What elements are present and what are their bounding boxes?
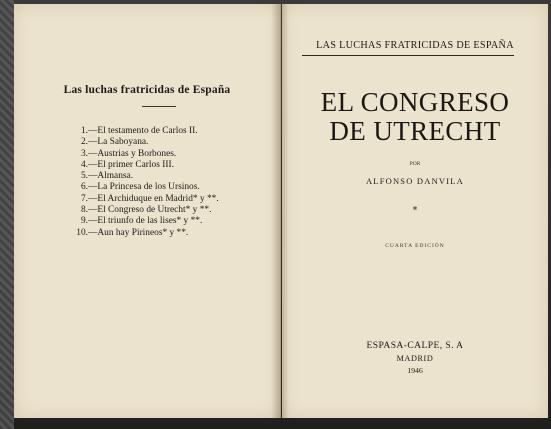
list-item — [74, 149, 284, 160]
item-number: 5. — [80, 171, 88, 182]
item-text: —El testamento de Carlos II. — [88, 126, 198, 136]
list-item — [74, 171, 284, 182]
book-title-line1: EL CONGRESO — [320, 87, 510, 117]
item-number: 8. — [80, 205, 88, 216]
item-text: —El Archiduque en Madrid* y **. — [88, 193, 219, 204]
book-title-line2: DE UTRECHT — [329, 116, 501, 146]
por-label: POR — [409, 161, 421, 167]
list-item — [74, 160, 284, 171]
right-page — [282, 4, 548, 418]
publisher-city: MADRID — [396, 354, 434, 363]
author-name: ALFONSO DANVILA — [365, 176, 465, 186]
edition-label: CUARTA EDICIÓN — [385, 243, 445, 249]
title-rule — [142, 106, 176, 107]
list-item — [74, 182, 284, 193]
item-text: —Aun hay Pirineos* y **. — [88, 227, 189, 238]
list-item — [74, 137, 284, 148]
item-text: —La Princesa de los Ursinos. — [88, 182, 200, 193]
list-item — [74, 126, 284, 137]
item-text: —La Saboyana. — [88, 137, 149, 148]
item-number: 9. — [80, 216, 88, 227]
header-rule — [302, 55, 514, 56]
list-item — [74, 194, 284, 205]
cover-cloth-edge — [0, 0, 14, 429]
item-text: —El triunfo de las lises* y **. — [88, 216, 203, 227]
list-item — [74, 205, 284, 216]
item-number: 7. — [80, 193, 88, 204]
item-number: 2. — [80, 137, 88, 148]
item-text: —Almansa. — [88, 171, 134, 182]
item-number: 6. — [80, 182, 88, 193]
item-text: —El primer Carlos III. — [88, 159, 174, 170]
item-number: 1. — [80, 126, 88, 136]
item-number: 4. — [80, 159, 88, 170]
item-number: 3. — [80, 148, 88, 159]
left-page — [14, 4, 281, 418]
item-text: —El Congreso de Utrecht* y **. — [88, 205, 212, 216]
publisher-name: ESPASA-CALPE, S. A — [366, 340, 464, 351]
titles-list — [74, 126, 284, 239]
list-item — [74, 228, 284, 239]
asterisk-ornament: * — [412, 206, 418, 216]
list-item — [74, 216, 284, 227]
book-title — [282, 88, 548, 146]
item-text: —Austrias y Borbones. — [88, 148, 177, 159]
item-number: 10. — [76, 227, 88, 238]
series-title: Las luchas fratricidas de España — [63, 84, 231, 96]
publication-year: 1946 — [407, 366, 423, 375]
series-header: LAS LUCHAS FRATRICIDAS DE ESPAÑA — [316, 40, 514, 51]
